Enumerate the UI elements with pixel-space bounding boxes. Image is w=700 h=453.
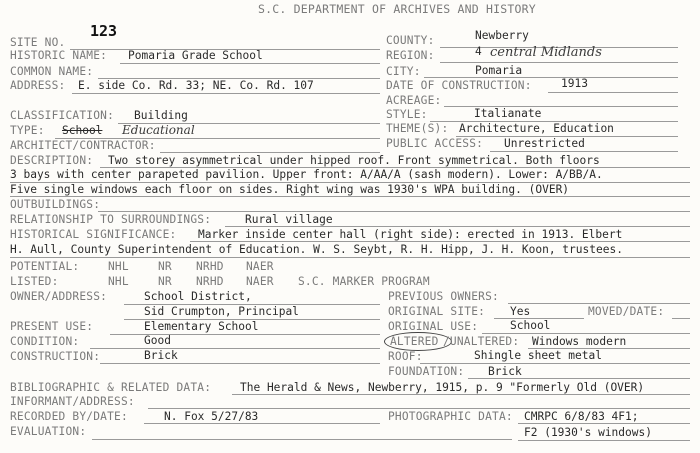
type-struck-value: School xyxy=(62,124,103,137)
listed-nrhd: NRHD xyxy=(196,275,224,288)
listed-naer: NAER xyxy=(246,275,274,288)
acreage-label: ACREAGE: xyxy=(386,94,442,107)
moved-date-label: MOVED/DATE: xyxy=(588,305,665,318)
outbuildings-label: OUTBUILDINGS: xyxy=(10,198,101,211)
owner-line-2: Sid Crumpton, Principal xyxy=(144,305,299,318)
significance-label: HISTORICAL SIGNIFICANCE: xyxy=(10,228,177,241)
photographic-rule-1 xyxy=(518,423,690,424)
site-no-value: 123 xyxy=(90,22,118,40)
classification-value: Building xyxy=(134,109,188,122)
recorded-line xyxy=(144,423,380,424)
outbuildings-line xyxy=(98,211,690,212)
listed-nr: NR xyxy=(158,275,172,288)
significance-rule-2 xyxy=(10,257,690,258)
original-use-value: School xyxy=(510,319,551,332)
condition-line xyxy=(90,348,380,349)
bibliographic-line xyxy=(232,394,690,395)
relationship-label: RELATIONSHIP TO SURROUNDINGS: xyxy=(10,213,212,226)
potential-naer: NAER xyxy=(246,260,274,273)
original-site-value: Yes xyxy=(510,305,531,318)
common-name-label: COMMON NAME: xyxy=(10,65,94,78)
city-label: CITY: xyxy=(386,65,421,78)
relationship-value: Rural village xyxy=(245,213,333,226)
condition-label: CONDITION: xyxy=(10,335,80,348)
significance-rule-1 xyxy=(190,241,690,242)
roof-line xyxy=(420,363,690,364)
potential-nhl: NHL xyxy=(108,260,129,273)
construction-label: CONSTRUCTION: xyxy=(10,350,101,363)
architect-label: ARCHITECT/CONTRACTOR: xyxy=(10,139,156,152)
description-line-3: Five single windows each floor on sides. Right wing was 1930's WPA building. (OVER) xyxy=(10,183,570,196)
present-use-value: Elementary School xyxy=(144,320,259,333)
historic-name-value: Pomaria Grade School xyxy=(128,49,263,62)
architect-line xyxy=(160,152,380,153)
public-access-value: Unrestricted xyxy=(504,137,585,150)
potential-label: POTENTIAL: xyxy=(10,260,80,273)
date-value: 1913 xyxy=(561,77,588,90)
photographic-rule-2 xyxy=(518,440,690,441)
style-value: Italianate xyxy=(474,107,542,120)
recorded-label: RECORDED BY/DATE: xyxy=(10,410,128,423)
potential-nr: NR xyxy=(158,260,172,273)
informant-label: INFORMANT/ADDRESS: xyxy=(10,395,135,408)
sc-marker-program: S.C. MARKER PROGRAM xyxy=(298,275,430,288)
address-line xyxy=(72,93,380,94)
altered-label: ALTERED xyxy=(390,335,439,348)
public-access-line xyxy=(490,151,678,152)
photographic-line-1: CMRPC 6/8/83 4F1; xyxy=(524,410,639,423)
relationship-line xyxy=(225,226,690,227)
photographic-line-2: F2 (1930's windows) xyxy=(524,426,652,439)
region-label: REGION: xyxy=(386,49,435,62)
altered-value: Windows modern xyxy=(532,335,627,348)
condition-value: Good xyxy=(144,334,171,347)
original-use-line xyxy=(482,333,690,334)
owner-label: OWNER/ADDRESS: xyxy=(10,290,108,303)
description-line-1: Two storey asymmetrical under hipped roof. Front symmetrical. Both floors xyxy=(108,154,600,167)
recorded-value: N. Fox 5/27/83 xyxy=(164,410,259,423)
original-site-label: ORIGINAL SITE: xyxy=(388,305,486,318)
region-num: 4 xyxy=(475,45,482,58)
construction-value: Brick xyxy=(144,349,178,362)
county-value: Newberry xyxy=(475,29,529,42)
present-use-label: PRESENT USE: xyxy=(10,320,94,333)
construction-line xyxy=(100,363,380,364)
description-rule-3 xyxy=(10,196,690,197)
address-label: ADDRESS: xyxy=(10,79,66,92)
foundation-value: Brick xyxy=(488,365,522,378)
site-no-label: SITE NO. xyxy=(10,36,66,49)
description-line-2: 3 bays with center parapeted pavilion. Upper front: A/AA/A (sash modern). Lower: A/BB/A. xyxy=(10,168,603,181)
region-handwritten: central Midlands xyxy=(490,45,602,60)
significance-line-1: Marker inside center hall (right side): erected in 1913. Elbert xyxy=(198,228,623,241)
themes-value: Architecture, Education xyxy=(459,122,614,135)
evaluation-label: EVALUATION: xyxy=(10,425,87,438)
date-line xyxy=(548,92,678,93)
type-label: TYPE: xyxy=(10,124,45,137)
owner-line-1: School District, xyxy=(144,290,252,303)
card-header: S.C. DEPARTMENT OF ARCHIVES AND HISTORY xyxy=(258,2,536,16)
moved-date-line xyxy=(672,318,690,319)
bibliographic-label: BIBLIOGRAPHIC & RELATED DATA: xyxy=(10,381,212,394)
previous-owners-label: PREVIOUS OWNERS: xyxy=(388,290,499,303)
significance-line-2: H. Aull, County Superintendent of Education. W. S. Seybt, R. H. Hipp, J. H. Koon, trustees. xyxy=(10,243,623,256)
foundation-line xyxy=(468,378,690,379)
listed-nhl: NHL xyxy=(108,275,129,288)
listed-label: LISTED: xyxy=(10,275,59,288)
themes-label: THEME(S): xyxy=(386,122,449,135)
date-label: DATE OF CONSTRUCTION: xyxy=(386,79,532,92)
informant-line xyxy=(148,408,690,409)
photographic-label: PHOTOGRAPHIC DATA: xyxy=(388,410,513,423)
classification-label: CLASSIFICATION: xyxy=(10,109,115,122)
roof-label: ROOF: xyxy=(388,350,423,363)
unaltered-label: /UNALTERED: xyxy=(443,335,520,348)
city-line xyxy=(424,77,678,78)
historic-name-label: HISTORIC NAME: xyxy=(10,49,108,62)
evaluation-line xyxy=(92,439,512,440)
city-value: Pomaria xyxy=(475,64,523,77)
description-label: DESCRIPTION: xyxy=(10,154,94,167)
original-use-label: ORIGINAL USE: xyxy=(388,320,479,333)
bibliographic-value: The Herald & News, Newberry, 1915, p. 9 "Formerly Old (OVER) xyxy=(240,381,645,394)
county-label: COUNTY: xyxy=(386,34,435,47)
foundation-label: FOUNDATION: xyxy=(388,365,465,378)
previous-owners-line xyxy=(508,303,690,304)
address-value: E. side Co. Rd. 33; NE. Co. Rd. 107 xyxy=(78,79,314,92)
public-access-label: PUBLIC ACCESS: xyxy=(386,137,484,150)
roof-value: Shingle sheet metal xyxy=(474,349,602,362)
region-line xyxy=(440,62,678,63)
historic-name-line xyxy=(120,63,380,64)
type-handwritten-value: Educational xyxy=(122,123,195,137)
potential-nrhd: NRHD xyxy=(196,260,224,273)
style-label: STYLE: xyxy=(386,108,428,121)
